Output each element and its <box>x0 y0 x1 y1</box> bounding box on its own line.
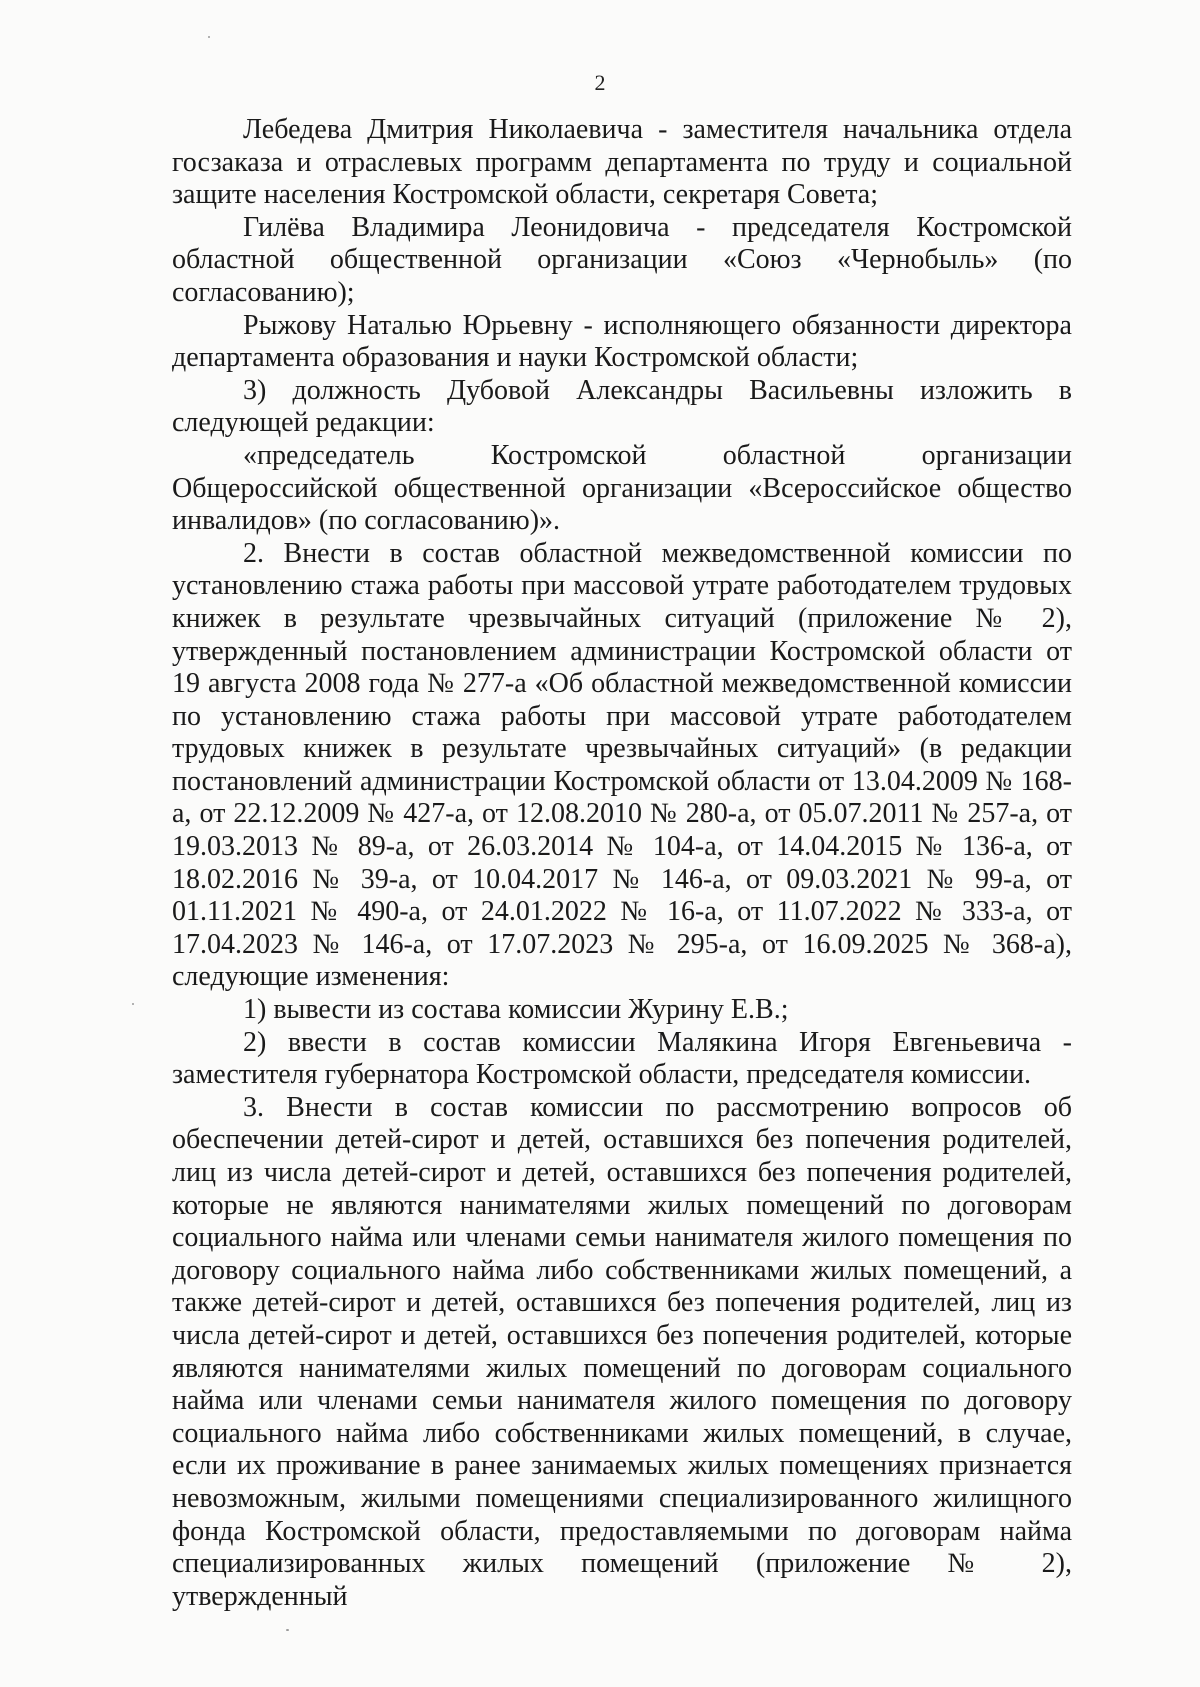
paragraph-lebedev: Лебедева Дмитрия Николаевича - заместителя начальника отдела госзаказа и отраслевых программ департамента по труду и социальной защите населения Костромской области, секретаря Совета; <box>172 114 1072 211</box>
paragraph-section-3: 3. Внести в состав комиссии по рассмотрению вопросов об обеспечении детей-сирот и детей, оставшихся без попечения родителей, лиц из числа детей-сирот и детей, оставшихся без попечения родителей, которые не являются нанимателями жилых помещений по договорам социального найма или членами семьи нанимателя жилого помещения по договору социального найма либо собственниками жилых помещений, а также детей-сирот и детей, оставшихся без попечения родителей, лиц из числа детей-сирот и детей, оставшихся без попечения родителей, которые являются нанимателями жилых помещений по договорам социального найма или членами семьи нанимателя жилого помещения по договору социального найма либо собственниками жилых помещений, в случае, если их проживание в ранее занимаемых жилых помещениях признается невозможным, жилыми помещениями специализированного жилищного фонда Костромской области, предоставляемыми по договорам найма специализированных жилых помещений (приложение № 2), утвержденный <box>172 1091 1072 1612</box>
scan-speck <box>208 36 210 38</box>
paragraph-new-position: «председатель Костромской областной организации Общероссийской общественной организации «Всероссийское общество инвалидов» (по согласованию)». <box>172 439 1072 537</box>
paragraph-item-3: 3) должность Дубовой Александры Васильевны изложить в следующей редакции: <box>172 374 1072 439</box>
scan-speck <box>132 1003 134 1005</box>
scan-speck <box>286 1629 289 1631</box>
paragraph-add-member: 2) ввести в состав комиссии Малякина Игоря Евгеньевича - заместителя губернатора Костромской области, председателя комиссии. <box>172 1026 1072 1091</box>
document-body <box>172 114 1072 1613</box>
paragraph-ryzhova: Рыжову Наталью Юрьевну - исполняющего обязанности директора департамента образования и науки Костромской области; <box>172 309 1072 374</box>
paragraph-section-2: 2. Внести в состав областной межведомственной комиссии по установлению стажа работы при массовой утрате работодателем трудовых книжек в результате чрезвычайных ситуаций (приложение № 2), утвержденный постановлением администрации Костромской области от 19 августа 2008 года № 277-а «Об областной межведомственной комиссии по установлению стажа работы при массовой утрате работодателем трудовых книжек в результате чрезвычайных ситуаций» (в редакции постановлений администрации Костромской области от 13.04.2009 № 168-а, от 22.12.2009 № 427-а, от 12.08.2010 № 280-а, от 05.07.2011 № 257-а, от 19.03.2013 № 89-а, от 26.03.2014 № 104-а, от 14.04.2015 № 136-а, от 18.02.2016 № 39-а, от 10.04.2017 № 146-а, от 09.03.2021 № 99-а, от 01.11.2021 № 490-а, от 24.01.2022 № 16-а, от 11.07.2022 № 333-а, от 17.04.2023 № 146-а, от 17.07.2023 № 295-а, от 16.09.2025 № 368-а), следующие изменения: <box>172 537 1072 993</box>
paragraph-gilev: Гилёва Владимира Леонидовича - председателя Костромской областной общественной организации «Союз «Чернобыль» (по согласованию); <box>172 211 1072 308</box>
paragraph-remove-member: 1) вывести из состава комиссии Журину Е.В.; <box>243 994 789 1026</box>
page-number: 2 <box>594 70 606 95</box>
